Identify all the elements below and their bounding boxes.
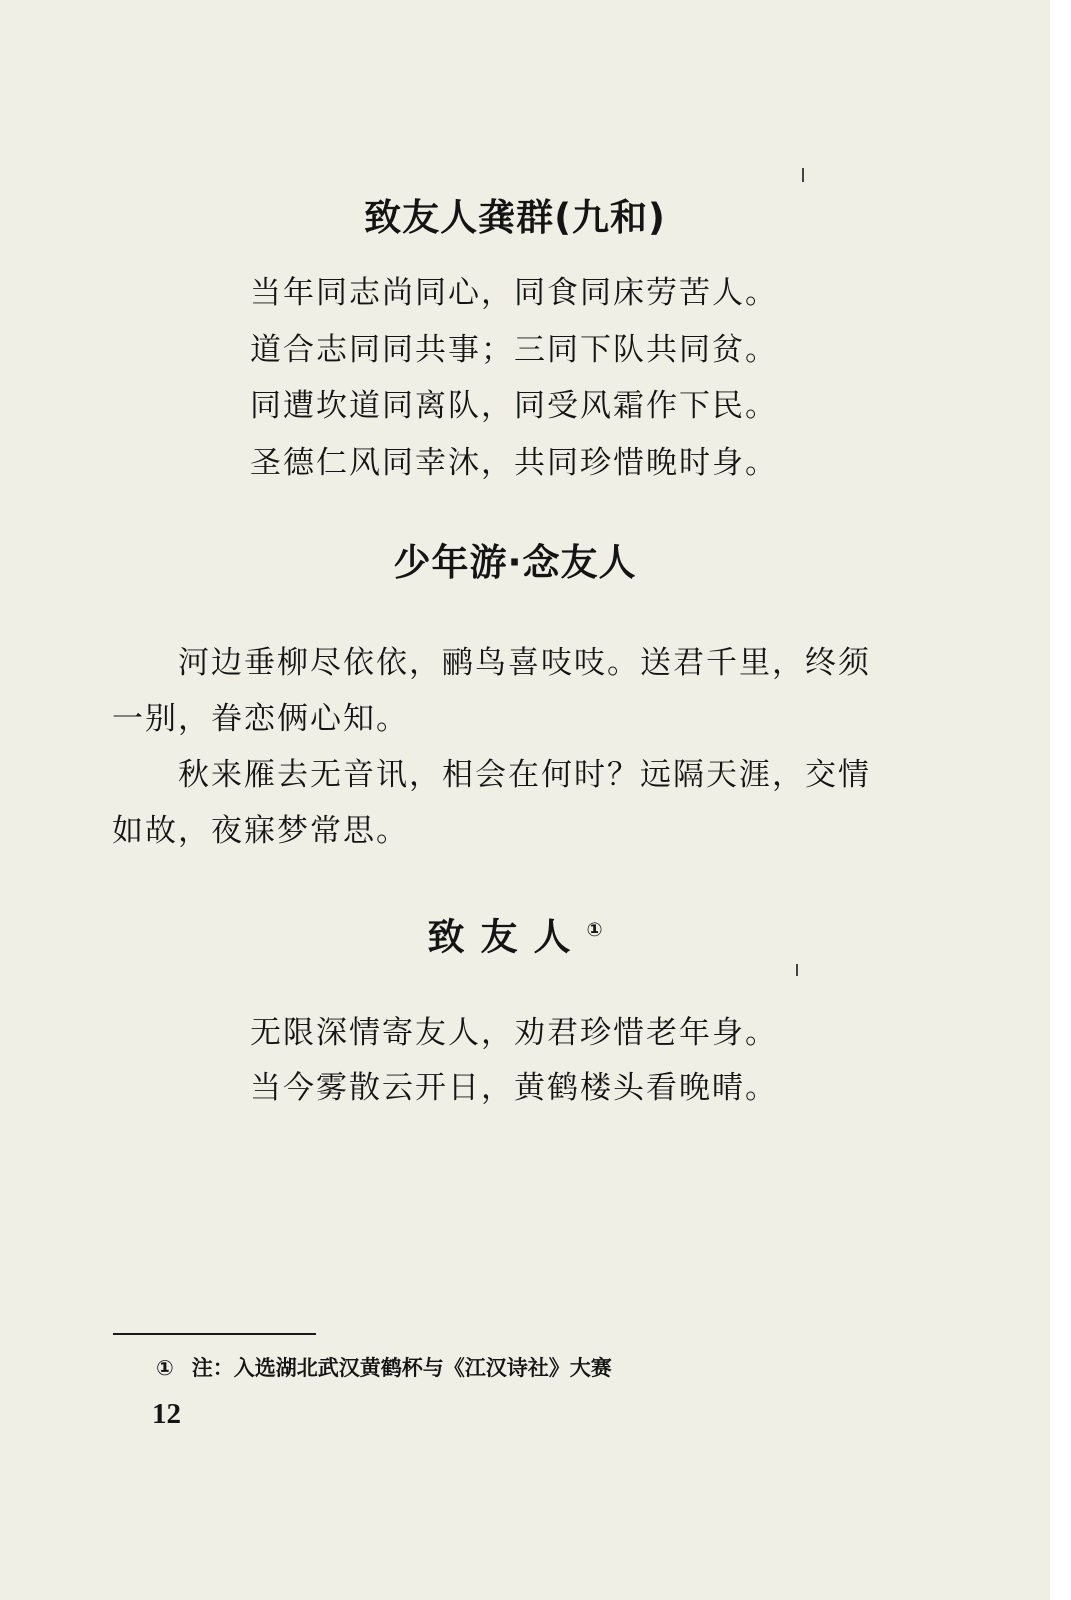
poem-2-paragraph-1-line-2: 一别，眷恋俩心知。 — [112, 701, 409, 737]
poem-2-paragraph-1-line-1: 河边垂柳尽依依，鹂鸟喜吱吱。送君千里，终须 — [112, 645, 871, 681]
poem-title-3-text: 致友人 — [427, 915, 587, 959]
page-number: 12 — [152, 1398, 181, 1430]
footnote-reference: ① — [586, 919, 603, 941]
print-speck — [796, 964, 798, 976]
poem-title-3 — [0, 907, 1030, 960]
poem-1-line-4: 圣德仁风同幸沐，共同珍惜晚时身。 — [250, 445, 778, 481]
footnote-text: 注：入选湖北武汉黄鹤杯与《江汉诗社》大赛 — [191, 1356, 612, 1380]
footnote — [156, 1352, 612, 1382]
poem-1-line-1: 当年同志尚同心，同食同床劳苦人。 — [250, 275, 778, 311]
print-speck — [802, 168, 804, 182]
poem-title-1: 致友人龚群(九和) — [364, 196, 666, 239]
poem-1-line-2: 道合志同同共事；三同下队共同贫。 — [250, 332, 778, 368]
poem-3-line-1: 无限深情寄友人，劝君珍惜老年身。 — [250, 1015, 778, 1051]
poem-title-2: 少年游·念友人 — [393, 541, 637, 584]
poem-2-paragraph-2-line-2: 如故，夜寐梦常思。 — [112, 813, 409, 849]
footnote-marker: ① — [156, 1356, 174, 1380]
poem-1-line-3: 同遭坎道同离队，同受风霜作下民。 — [250, 388, 778, 424]
poem-2-paragraph-2-line-1: 秋来雁去无音讯，相会在何时？远隔天涯，交情 — [112, 757, 871, 793]
poem-3-line-2: 当今雾散云开日，黄鹤楼头看晚晴。 — [250, 1070, 778, 1106]
footnote-divider — [113, 1333, 316, 1335]
scan-margin — [1050, 0, 1071, 1600]
